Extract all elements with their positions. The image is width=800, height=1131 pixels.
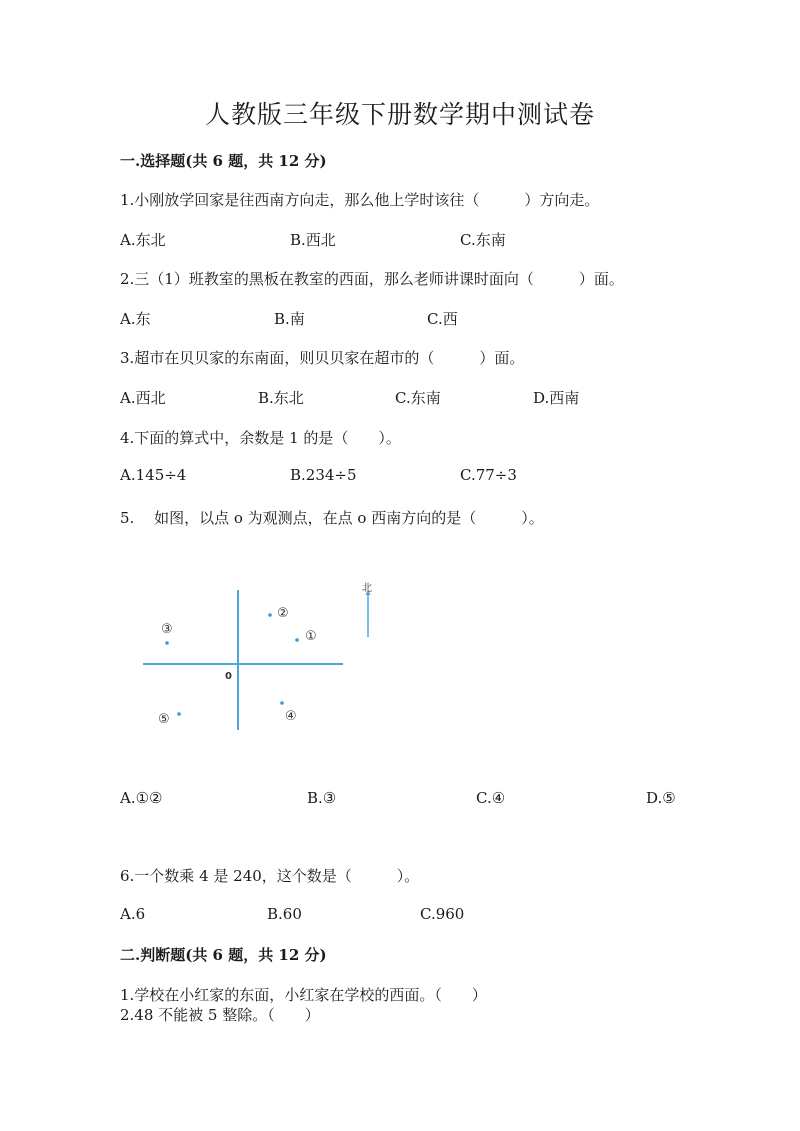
question-2-stem: 2.三（1）班教室的黑板在教室的西面，那么老师讲课时面向（ ）面。 <box>120 270 624 288</box>
question-3-option-d: D.西南 <box>533 389 580 407</box>
direction-figure <box>140 585 380 735</box>
question-5-option-b: B.③ <box>307 789 337 807</box>
origin-label: 0 <box>225 671 232 682</box>
question-1-option-a: A.东北 <box>120 231 166 249</box>
point-1-dot <box>295 638 299 642</box>
question-6-stem: 6.一个数乘 4 是 240，这个数是（ ）。 <box>120 867 420 885</box>
question-6-option-b: B.60 <box>267 905 302 923</box>
question-3-option-b: B.东北 <box>258 389 304 407</box>
direction-diagram <box>140 585 380 735</box>
point-1-label: ① <box>305 629 317 644</box>
section-heading-judgment: 二.判断题(共 6 题，共 12 分) <box>120 946 327 964</box>
point-5-dot <box>177 712 181 716</box>
question-3-option-c: C.东南 <box>395 389 441 407</box>
question-5-option-d: D.⑤ <box>646 789 676 807</box>
question-2-option-a: A.东 <box>120 310 151 328</box>
question-5-option-c: C.④ <box>476 789 506 807</box>
point-5-label: ⑤ <box>158 712 170 727</box>
question-5-option-a: A.①② <box>120 789 163 807</box>
judgment-question-1: 1.学校在小红家的东面，小红家在学校的西面。（ ） <box>120 986 487 1004</box>
point-2-label: ② <box>277 606 289 621</box>
question-2-option-c: C.西 <box>427 310 458 328</box>
section-heading-choice: 一.选择题(共 6 题，共 12 分) <box>120 152 327 170</box>
question-1-option-c: C.东南 <box>460 231 506 249</box>
question-1-stem: 1.小刚放学回家是往西南方向走，那么他上学时该往（ ）方向走。 <box>120 191 600 209</box>
page-title: 人教版三年级下册数学期中测试卷 <box>204 100 595 129</box>
question-5-stem: 5. 如图，以点 o 为观测点，在点 o 西南方向的是（ ）。 <box>120 509 544 527</box>
question-3-stem: 3.超市在贝贝家的东南面，则贝贝家在超市的（ ）面。 <box>120 349 525 367</box>
question-2-option-b: B.南 <box>274 310 305 328</box>
question-4-option-c: C.77÷3 <box>460 466 517 484</box>
point-4-label: ④ <box>285 709 297 724</box>
question-6-option-c: C.960 <box>420 905 465 923</box>
point-3-dot <box>165 641 169 645</box>
point-2-dot <box>268 613 272 617</box>
judgment-question-2: 2.48 不能被 5 整除。（ ） <box>120 1006 320 1024</box>
question-4-option-a: A.145÷4 <box>120 466 187 484</box>
question-3-option-a: A.西北 <box>120 389 166 407</box>
question-1-option-b: B.西北 <box>290 231 336 249</box>
question-4-option-b: B.234÷5 <box>290 466 357 484</box>
question-4-stem: 4.下面的算式中，余数是 1 的是（ ）。 <box>120 429 401 447</box>
point-3-label: ③ <box>161 622 173 637</box>
north-label: 北 <box>362 583 372 594</box>
question-6-option-a: A.6 <box>120 905 146 923</box>
point-4-dot <box>280 701 284 705</box>
